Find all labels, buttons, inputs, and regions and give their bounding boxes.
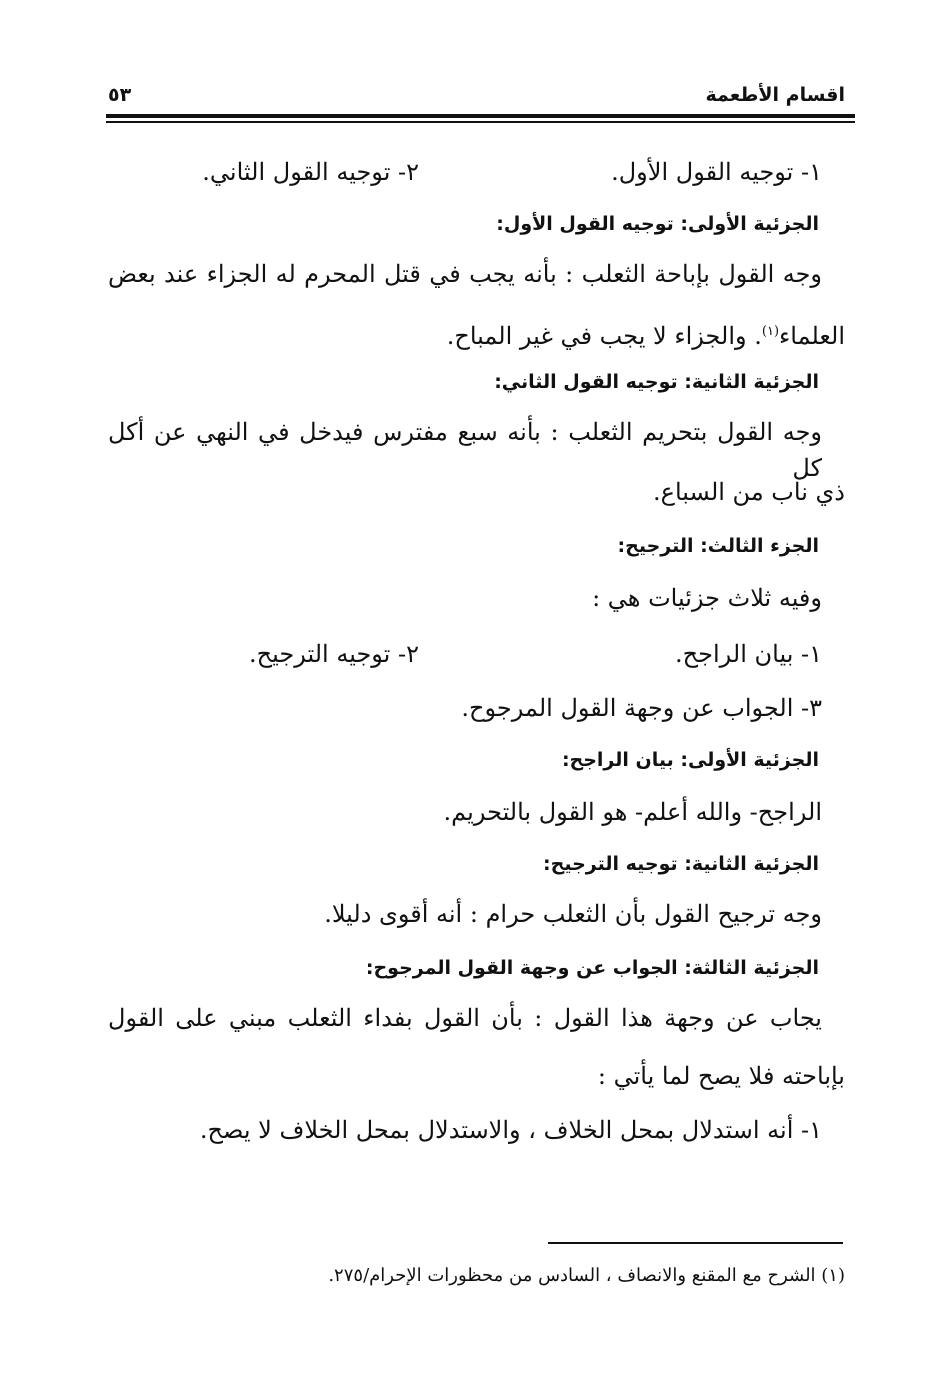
paragraph-line <box>447 314 845 354</box>
section-heading: الجزئية الأولى: بيان الراجح: <box>561 749 819 771</box>
list-item: ٢- توجيه الترجيح. <box>249 640 419 668</box>
paragraph-line: ذي ناب من السباع. <box>653 478 845 506</box>
paragraph-line: بإباحته فلا يصح لما يأتي : <box>597 1062 845 1090</box>
list-item: ١- أنه استدلال بمحل الخلاف ، والاستدلال بمحل الخلاف لا يصح. <box>199 1116 822 1144</box>
paragraph-line: وجه القول بإباحة الثعلب : بأنه يجب في قتل المحرم له الجزاء عند بعض <box>108 260 822 288</box>
section-heading: الجزئية الثانية: توجيه الترجيح: <box>543 853 819 875</box>
page-number: ٥٣ <box>108 84 132 106</box>
chapter-title: اقسام الأطعمة <box>705 84 845 106</box>
footnote-rule <box>548 1242 843 1244</box>
list-item: ١- بيان الراجح. <box>675 640 822 668</box>
section-heading: الجزئية الأولى: توجيه القول الأول: <box>496 213 819 235</box>
text-run: العلماء <box>779 322 845 350</box>
footnote-ref: (١) <box>761 324 780 339</box>
list-item: ٣- الجواب عن وجهة القول المرجوح. <box>461 694 822 722</box>
section-heading: الجزئية الثالثة: الجواب عن وجهة القول المرجوح: <box>365 957 819 979</box>
paragraph-line: وفيه ثلاث جزئيات هي : <box>592 584 822 612</box>
list-item: ١- توجيه القول الأول. <box>611 158 822 186</box>
running-header <box>108 84 845 114</box>
section-heading: الجزء الثالث: الترجيح: <box>617 535 819 557</box>
text-run: . والجزاء لا يجب في غير المباح. <box>446 322 762 350</box>
footnote: (١) الشرح مع المقنع والانصاف ، السادس من محظورات الإحرام/٢٧٥. <box>328 1265 845 1286</box>
section-heading: الجزئية الثانية: توجيه القول الثاني: <box>494 371 819 393</box>
paragraph-line: يجاب عن وجهة هذا القول : بأن القول بفداء الثعلب مبني على القول <box>108 1004 822 1032</box>
paragraph-line: الراجح- والله أعلم- هو القول بالتحريم. <box>443 798 822 826</box>
list-item: ٢- توجيه القول الثاني. <box>202 158 419 186</box>
paragraph-line: وجه القول بتحريم الثعلب : بأنه سبع مفترس فيدخل في النهي عن أكل كل <box>108 418 822 482</box>
header-rule-thick <box>106 114 855 118</box>
paragraph-line: وجه ترجيح القول بأن الثعلب حرام : أنه أقوى دليلا. <box>324 900 822 928</box>
header-rule-thin <box>106 121 855 123</box>
